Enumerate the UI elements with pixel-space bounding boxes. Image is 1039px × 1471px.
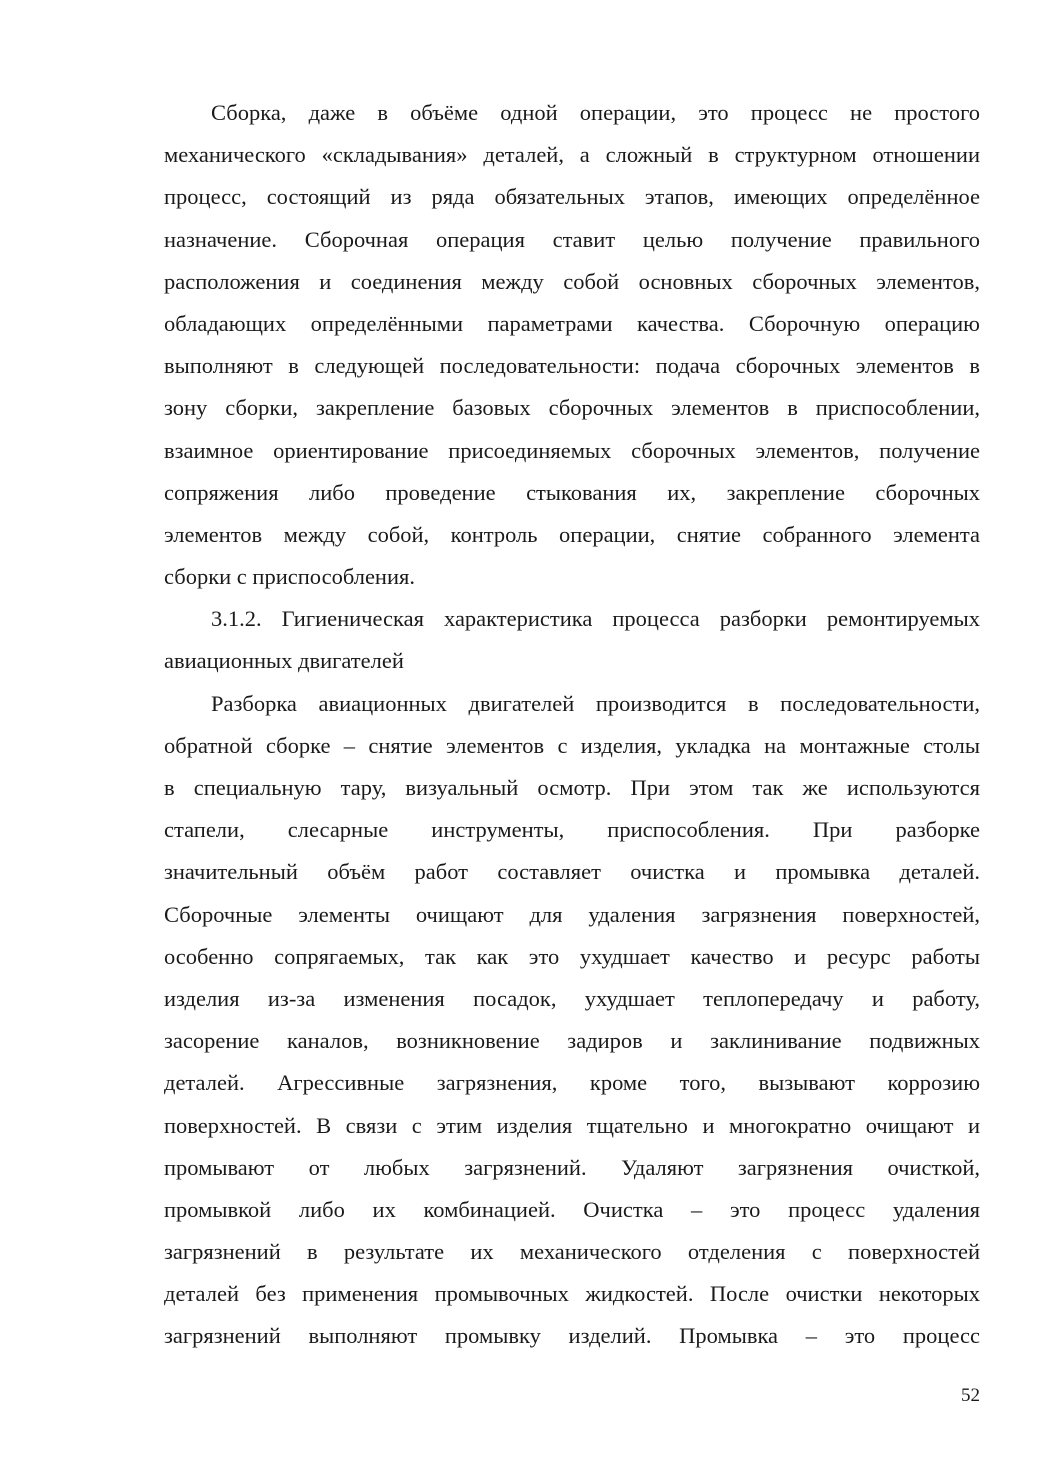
section-heading-line: 3.1.2. Гигиеническая характеристика процесса разборки ремонтируемых — [211, 606, 980, 632]
text-line: взаимное ориентирование присоединяемых сборочных элементов, получение — [164, 437, 980, 463]
text-line: значительный объём работ составляет очистка и промывка деталей. — [164, 859, 980, 885]
text-line: назначение. Сборочная операция ставит целью получение правильного — [164, 226, 980, 252]
text-line: процесс, состоящий из ряда обязательных этапов, имеющих определённое — [164, 184, 980, 210]
text-line: засорение каналов, возникновение задиров и заклинивание подвижных — [164, 1028, 980, 1054]
text-line: загрязнений в результате их механического отделения с поверхностей — [164, 1239, 980, 1265]
text-line: зону сборки, закрепление базовых сборочных элементов в приспособлении, — [164, 395, 980, 421]
text-line: обратной сборке – снятие элементов с изделия, укладка на монтажные столы — [164, 732, 980, 758]
text-line: стапели, слесарные инструменты, приспособления. При разборке — [164, 817, 980, 843]
text-line: Сборочные элементы очищают для удаления загрязнения поверхностей, — [164, 901, 980, 927]
text-line: поверхностей. В связи с этим изделия тщательно и многократно очищают и — [164, 1112, 980, 1138]
text-line: сборки с приспособления. — [164, 564, 415, 590]
section-heading-line: авиационных двигателей — [164, 648, 404, 674]
text-line: деталей без применения промывочных жидкостей. После очистки некоторых — [164, 1281, 980, 1307]
text-line: особенно сопрягаемых, так как это ухудшает качество и ресурс работы — [164, 943, 980, 969]
text-line: Сборка, даже в объёме одной операции, это процесс не простого — [211, 100, 980, 125]
page-body — [164, 92, 980, 1358]
paragraph-disassembly — [164, 683, 980, 1358]
text-line: промывкой либо их комбинацией. Очистка – это процесс удаления — [164, 1196, 980, 1222]
page-number: 52 — [961, 1385, 980, 1406]
text-line: расположения и соединения между собой основных сборочных элементов, — [164, 268, 980, 294]
text-line: сопряжения либо проведение стыкования их, закрепление сборочных — [164, 479, 980, 505]
text-line: Разборка авиационных двигателей производится в последовательности, — [211, 690, 980, 716]
text-line: загрязнений выполняют промывку изделий. Промывка – это процесс — [164, 1323, 980, 1349]
text-line: обладающих определёнными параметрами качества. Сборочную операцию — [164, 310, 980, 336]
text-line: в специальную тару, визуальный осмотр. При этом так же используются — [164, 775, 980, 800]
text-line: промывают от любых загрязнений. Удаляют загрязнения очисткой, — [164, 1154, 980, 1180]
text-line: механического «складывания» деталей, а сложный в структурном отношении — [164, 142, 980, 168]
paragraph-assembly — [164, 92, 980, 598]
text-line: деталей. Агрессивные загрязнения, кроме того, вызывают коррозию — [164, 1070, 980, 1096]
text-line: выполняют в следующей последовательности: подача сборочных элементов в — [164, 353, 980, 379]
text-line: изделия из-за изменения посадок, ухудшает теплопередачу и работу, — [164, 985, 980, 1011]
text-line: элементов между собой, контроль операции, снятие собранного элемента — [164, 521, 980, 547]
section-heading — [164, 598, 980, 682]
